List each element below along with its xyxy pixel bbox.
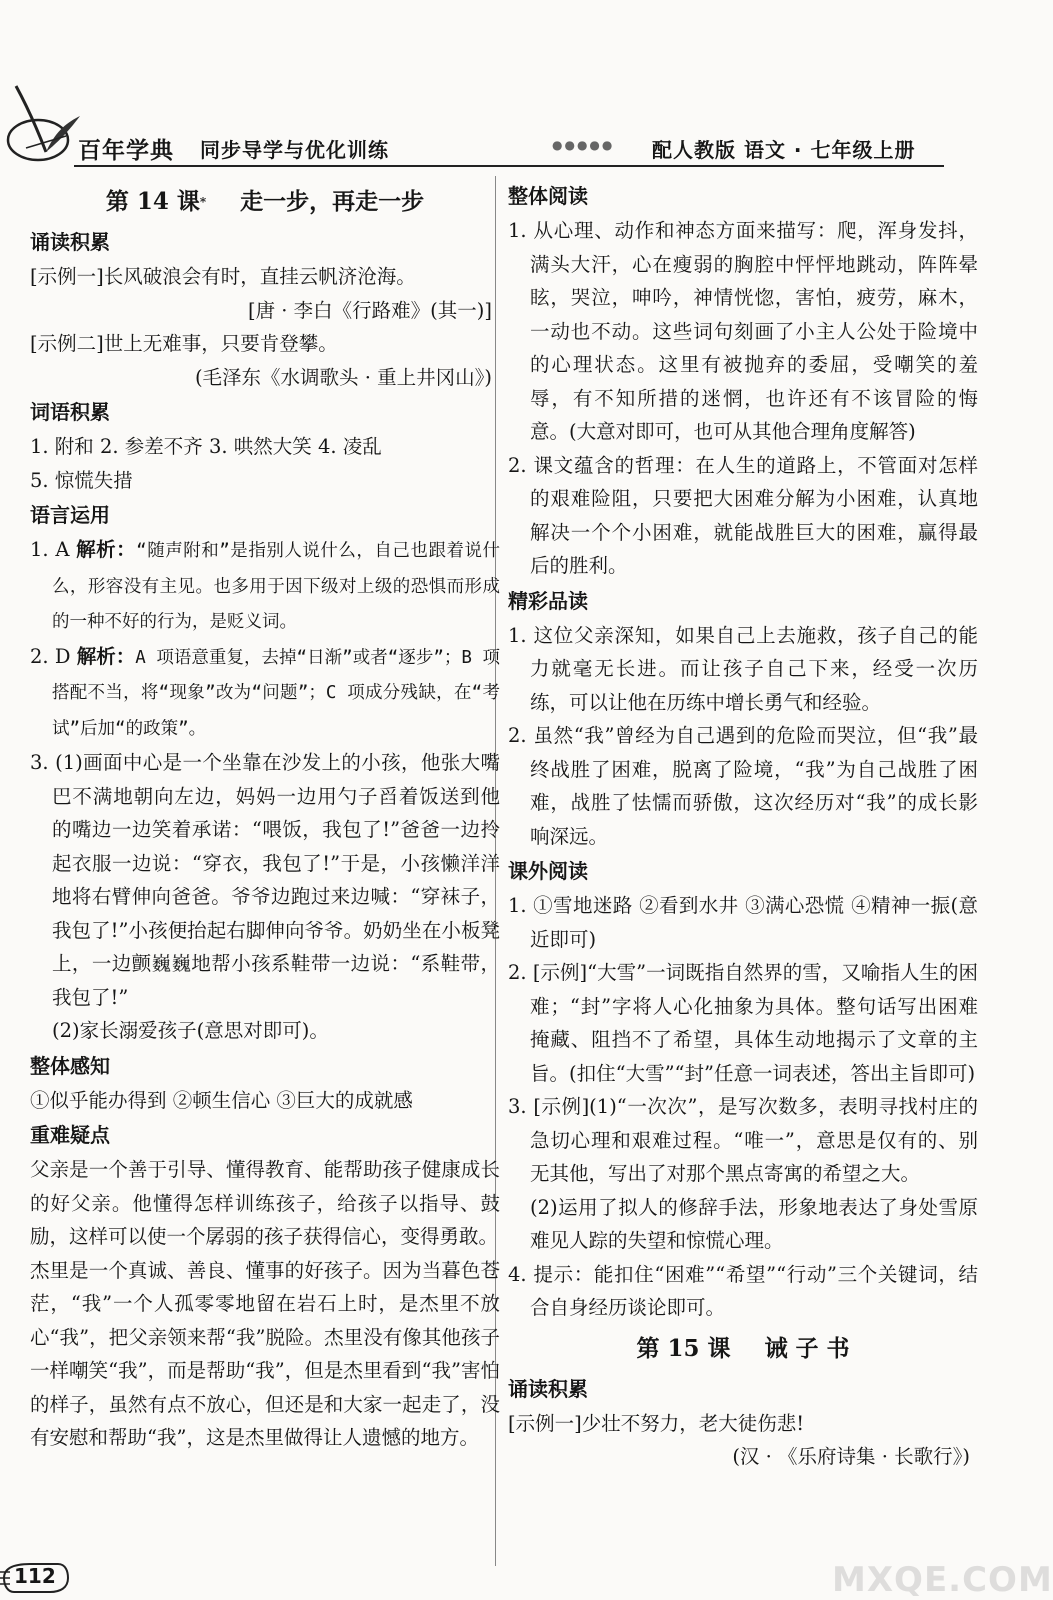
lesson-14-name: 走一步，再走一步 [240,188,425,215]
answer-item: 2. 课文蕴含的哲理：在人生的道路上，不管面对怎样的艰难险阻，只要把大困难分解为小困难，认真地解决一个个小困难，就能战胜巨大的困难，赢得最后的胜利。 [508,453,978,577]
answer-item: 2. 虽然“我”曾经为自己遇到的危险而哭泣，但“我”最终战胜了困难，脱离了险境，“我”为自己战胜了困难，战胜了怯懦而骄傲，这次经历对“我”的成长影响深远。 [508,724,978,848]
page-header [0,0,996,175]
answer-key: 1. A [30,538,77,561]
section-heading: 诵读积累 [508,1376,588,1401]
answer-key: 2. D [30,644,77,668]
paragraph: 杰里是一个真诚、善良、懂事的好孩子。因为当暮色苍茫，“我”一个人孤零零地留在岩石上时，是杰里不放心“我”，把父亲领来帮“我”脱险。杰里没有像其他孩子一样嘲笑“我”，而是帮助“我”，但是杰里看到“我”害怕的样子，虽然有点不放心，但还是和大家一起走了，没有安慰和帮助“我”，这是杰里做得让人遗憾的地方。 [30,1258,500,1449]
section-heading: 整体感知 [30,1053,110,1078]
answer-item: (2)运用了拟人的修辞手法，形象地表达了身处雪原难见人踪的失望和惊慌心理。 [530,1195,978,1252]
lesson-14-star: * [199,195,207,209]
edition-label: 配人教版 语文 · 七年级上册 [652,138,916,162]
analysis-label: 解析： [76,644,136,668]
example-line: [示例一]长风破浪会有时，直挂云帆济沧海。 [30,265,416,288]
header-dots: ●●●●● [552,138,615,152]
answer-item: 3. (1)画面中心是一个坐靠在沙发上的小孩，他张大嘴巴不满地朝向左边，妈妈一边用勺子舀着饭送到他的嘴边一边笑着承诺：“喂饭，我包了!”爸爸一边拎起衣服一边说：“穿衣，我包了!”于是，小孩懒洋洋地将右臂伸向爸爸。爷爷边跑过来边喊：“穿袜子，我包了!”小孩便抬起右脚伸向爷爷。奶奶坐在小板凳上，一边颤巍巍地帮小孩系鞋带一边说：“系鞋带，我包了!” [30,751,500,1009]
analysis-label: 解析： [76,538,137,561]
watermark [790,1538,1053,1600]
paragraph: 父亲是一个善于引导、懂得教育、能帮助孩子健康成长的好父亲。他懂得怎样训练孩子，给孩子以指导、鼓励，这样可以使一个孱弱的孩子获得信心，变得勇敢。 [30,1158,500,1248]
header-rule [74,165,944,167]
source-line: (汉 · 《乐府诗集 · 长歌行》) [732,1445,970,1468]
quill-logo-icon [6,82,84,166]
answer-item [30,533,500,640]
lesson-15-number: 第 15 课 [636,1334,731,1362]
analysis-text: A 项语意重复，去掉“日渐”或者“逐步”；B 项搭配不当，将“现象”改为“问题”；C 项成分残缺，在“考试”后加“的政策”。 [52,647,500,739]
answer-item: 1. 从心理、动作和神态方面来描写：爬，浑身发抖，满头大汗，心在瘦弱的胸腔中怦怦地跳动，阵阵晕眩，哭泣，呻吟，神情恍惚，害怕，疲劳，麻木，一动也不动。这些词句刻画了小主人公处于险境中的心理状态。这里有被抛弃的委屈，受嘲笑的羞辱，有不知所措的迷惘，也许还有不该冒险的悔意。(大意对即可，也可从其他合理角度解答) [508,219,978,443]
answer-item: 1. 这位父亲深知，如果自己上去施救，孩子自己的能力就毫无长进。而让孩子自己下来，经受一次历练，可以让他在历练中增长勇气和经验。 [508,623,978,714]
lesson-15-title [508,1327,978,1371]
section-heading: 课外阅读 [508,859,588,883]
answer-line: 5. 惊慌失措 [30,468,133,492]
example-line: [示例二]世上无难事，只要肯登攀。 [30,332,338,355]
answer-item: 3. [示例](1)“一次次”，是写次数多，表明寻找村庄的急切心理和艰难过程。“唯一”，意思是仅有的、别无其他，写出了对那个黑点寄寓的希望之大。 [508,1095,978,1185]
right-column [508,178,978,1474]
section-heading: 整体阅读 [508,184,588,208]
left-column [30,178,500,1455]
series-subtitle: 同步导学与优化训练 [200,138,389,162]
source-line: [唐 · 李白《行路难》(其一)] [247,298,492,322]
answer-line: ①似乎能办得到 ②顿生信心 ③巨大的成就感 [30,1088,413,1112]
answer-line: 1. 附和 2. 参差不齐 3. 哄然大笑 4. 凌乱 [30,435,382,458]
lesson-14-number: 第 14 课 [105,188,200,215]
section-heading: 精彩品读 [508,588,588,613]
lesson-15-name: 诫 子 书 [764,1334,850,1362]
answer-item: 4. 提示：能扣住“困难”“希望”“行动”三个关键词，结合自身经历谈论即可。 [508,1262,978,1319]
analysis-text: “随声附和”是指别人说什么，自己也跟着说什么，形容没有主见。也多用于因下级对上级的恐惧而形成的一种不好的行为，是贬义词。 [52,541,500,632]
section-heading: 重难疑点 [30,1123,110,1147]
section-heading: 词语积累 [30,400,110,424]
lesson-14-title [30,180,500,224]
section-heading: 语言运用 [30,503,110,527]
answer-item [30,640,500,747]
section-heading: 诵读积累 [30,230,110,254]
answer-item: 2. [示例]“大雪”一词既指自然界的雪，又喻指人生的困难；“封”字将人心化抽象为具体。整句话写出困难掩藏、阻挡不了希望，具体生动地揭示了文章的主旨。(扣住“大雪”“封”任意一词表述，答出主旨即可) [508,961,978,1085]
example-line: [示例一]少壮不努力，老大徒伤悲! [508,1411,805,1435]
page-number-badge [0,1562,70,1594]
source-line: (毛泽东《水调歌头 · 重上井冈山》) [194,365,492,389]
brand-name: 百年学典 [78,138,174,164]
answer-item: (2)家长溺爱孩子(意思对即可)。 [52,1019,329,1042]
watermark-text: MXQE.COM [832,1560,1053,1600]
answer-item: 1. ①雪地迷路 ②看到水井 ③满心恐慌 ④精神一振(意近即可) [508,894,978,951]
page-number: 112 [14,1564,56,1588]
